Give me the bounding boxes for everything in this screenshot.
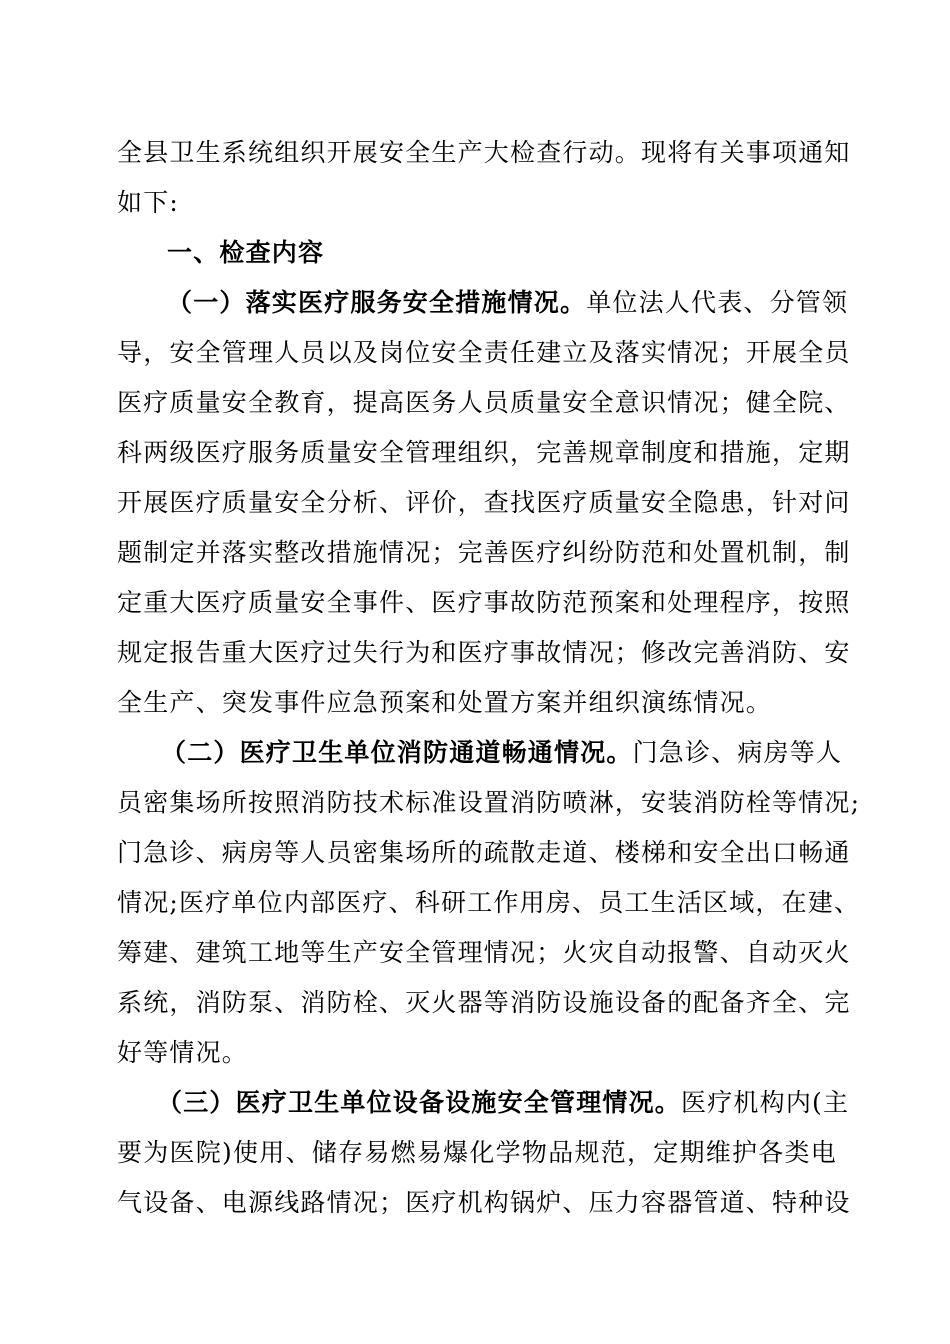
item1-first-rest: 单位法人代表、分管领 [586, 288, 849, 317]
item2-line: 系统，消防泵、消防栓、灭火器等消防设施设备的配备齐全、完 [117, 988, 851, 1017]
item2-line: 好等情况。 [117, 1038, 249, 1067]
item1-first-line [117, 278, 849, 328]
section-heading: 一、检查内容 [167, 238, 325, 267]
item3-first-line [117, 1078, 850, 1128]
item2-first-line [117, 728, 843, 778]
item1-line: 题制定并落实整改措施情况；完善医疗纠纷防范和处置机制，制 [117, 538, 851, 567]
item3-line: 要为医院)使用、储存易燃易爆化学物品规范，定期维护各类电 [117, 1138, 837, 1167]
item2-title: （二）医疗卫生单位消防通道畅通情况。 [161, 738, 633, 767]
item1-line: 开展医疗质量安全分析、评价，查找医疗质量安全隐患，针对问 [117, 488, 851, 517]
item1-line: 定重大医疗质量安全事件、医疗事故防范预案和处理程序，按照 [117, 588, 851, 617]
item3-title: （三）医疗卫生单位设备设施安全管理情况。 [157, 1088, 682, 1117]
item2-line: 员密集场所按照消防技术标准设置消防喷淋，安装消防栓等情况; [117, 788, 861, 817]
item1-title: （一）落实医疗服务安全措施情况。 [167, 288, 587, 317]
item1-line: 规定报告重大医疗过失行为和医疗事故情况；修改完善消防、安 [117, 638, 851, 667]
item2-line: 门急诊、病房等人员密集场所的疏散走道、楼梯和安全出口畅通 [117, 838, 851, 867]
item1-line: 全生产、突发事件应急预案和处置方案并组织演练情况。 [117, 688, 773, 717]
document-body [117, 128, 861, 1228]
item1-line: 科两级医疗服务质量安全管理组织，完善规章制度和措施，定期 [117, 438, 851, 467]
item1-line: 导，安全管理人员以及岗位安全责任建立及落实情况；开展全员 [117, 338, 851, 367]
intro-line-2: 如下: [117, 188, 180, 217]
item2-first-rest: 门急诊、病房等人 [632, 738, 843, 767]
item3-first-rest: 医疗机构内(主 [681, 1088, 850, 1117]
item2-line: 情况;医疗单位内部医疗、科研工作用房、员工生活区域，在建、 [117, 888, 861, 917]
intro-line-1: 全县卫生系统组织开展安全生产大检查行动。现将有关事项通知 [117, 138, 851, 167]
item2-line: 筹建、建筑工地等生产安全管理情况；火灾自动报警、自动灭火 [117, 938, 851, 967]
item3-line: 气设备、电源线路情况；医疗机构锅炉、压力容器管道、特种设 [117, 1188, 851, 1217]
item1-line: 医疗质量安全教育，提高医务人员质量安全意识情况；健全院、 [117, 388, 851, 417]
